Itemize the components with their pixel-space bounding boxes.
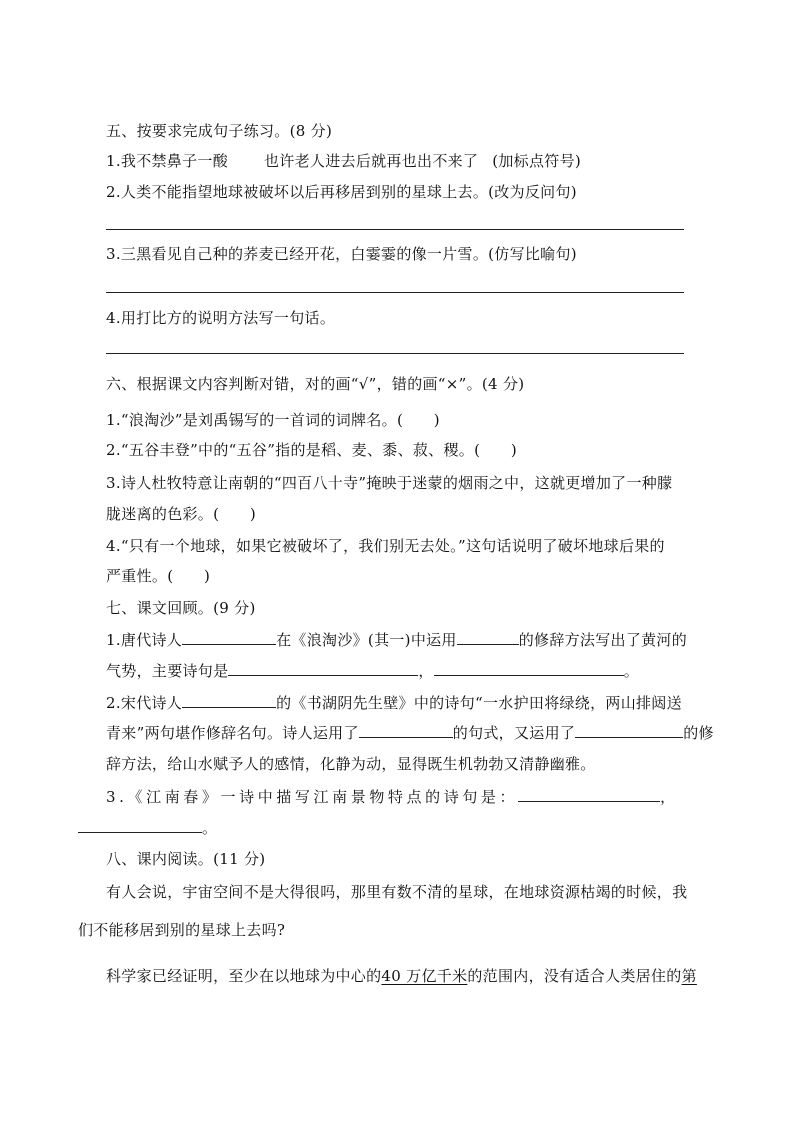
- s6-question-3-line-1: 3.诗人杜牧特意让南朝的“四百八十寺”掩映于迷蒙的烟雨之中，这就更增加了一种朦: [106, 474, 673, 492]
- s6-question-4-line-1: 4.“只有一个地球，如果它被破坏了，我们别无去处。”这句话说明了破坏地球后果的: [106, 537, 665, 555]
- answer-line[interactable]: [106, 229, 684, 230]
- s6-question-1: 1.“浪淘沙”是刘禹锡写的一首词的词牌名。( ): [106, 411, 440, 429]
- answer-line[interactable]: [106, 292, 684, 293]
- answer-line[interactable]: [106, 353, 684, 354]
- s5-question-2: 2.人类不能指望地球被破坏以后再移居到别的星球上去。(改为反问句): [106, 183, 577, 201]
- reading-paragraph-2-line-1: 科学家已经证明，至少在以地球为中心的40 万亿千米的范围内，没有适合人类居住的第: [106, 967, 697, 985]
- section-eight-heading: 八、课内阅读。(11 分): [106, 850, 266, 868]
- s7-question-1-line-1: 1.唐代诗人 在《浪淘沙》(其一)中运用 的修辞方法写出了黄河的: [106, 631, 688, 649]
- reading-paragraph-1-line-1: 有人会说，宇宙空间不是大得很吗，那里有数不清的星球，在地球资源枯竭的时候，我: [106, 883, 688, 901]
- fill-blank[interactable]: [182, 692, 276, 708]
- s7-question-2-line-3: 辞方法，给山水赋予人的感情，化静为动，显得既生机勃勃又清静幽雅。: [106, 755, 596, 773]
- reading-paragraph-1-line-2: 们不能移居到别的星球上去吗?: [78, 921, 286, 939]
- s7-question-3-line-2: 。: [78, 817, 693, 838]
- fill-blank[interactable]: [359, 722, 453, 738]
- fill-blank[interactable]: [228, 660, 418, 676]
- section-five-heading: 五、按要求完成句子练习。(8 分): [106, 122, 333, 140]
- fill-blank[interactable]: [182, 629, 276, 645]
- s5-q1-part-b: 也许老人进去后就再也出不来了: [264, 152, 479, 170]
- s7-question-2-line-1: 2.宋代诗人 的《书湖阴先生壁》中的诗句“一水护田将绿绕，两山排闼送: [106, 694, 682, 712]
- s5-question-3: 3.三黑看见自己种的荞麦已经开花，白霎霎的像一片雪。(仿写比喻句): [106, 245, 577, 263]
- s5-q1-instruction: (加标点符号): [492, 152, 582, 170]
- fill-blank[interactable]: [457, 629, 519, 645]
- s7-question-1-line-2: 气势，主要诗句是 ， 。: [106, 662, 640, 680]
- s6-question-2: 2.“五谷丰登”中的“五谷”指的是稻、麦、黍、菽、稷。( ): [106, 441, 517, 459]
- fill-blank[interactable]: [575, 722, 683, 738]
- s7-question-3-line-1: 3.《江南春》一诗中描写江南景物特点的诗句是： ，: [106, 788, 679, 806]
- s5-q1-part-a: 1.我不禁鼻子一酸: [106, 152, 229, 170]
- s6-question-4-line-2: 严重性。( ): [106, 567, 211, 585]
- underlined-phrase: 40 万亿千米: [381, 967, 468, 985]
- underlined-phrase: 第: [681, 967, 697, 985]
- fill-blank[interactable]: [518, 786, 660, 802]
- s5-question-4: 4.用打比方的说明方法写一句话。: [106, 309, 336, 327]
- fill-blank[interactable]: [78, 817, 202, 833]
- s6-question-3-line-2: 胧迷离的色彩。( ): [106, 505, 257, 523]
- s7-question-2-line-2: 青来”两句堪作修辞名句。诗人运用了 的句式，又运用了 的修: [106, 724, 714, 742]
- section-six-heading: 六、根据课文内容判断对错，对的画“√”，错的画“×”。(4 分): [106, 375, 525, 393]
- s5-question-1: [106, 151, 721, 171]
- fill-blank[interactable]: [434, 660, 624, 676]
- section-seven-heading: 七、课文回顾。(9 分): [106, 599, 256, 617]
